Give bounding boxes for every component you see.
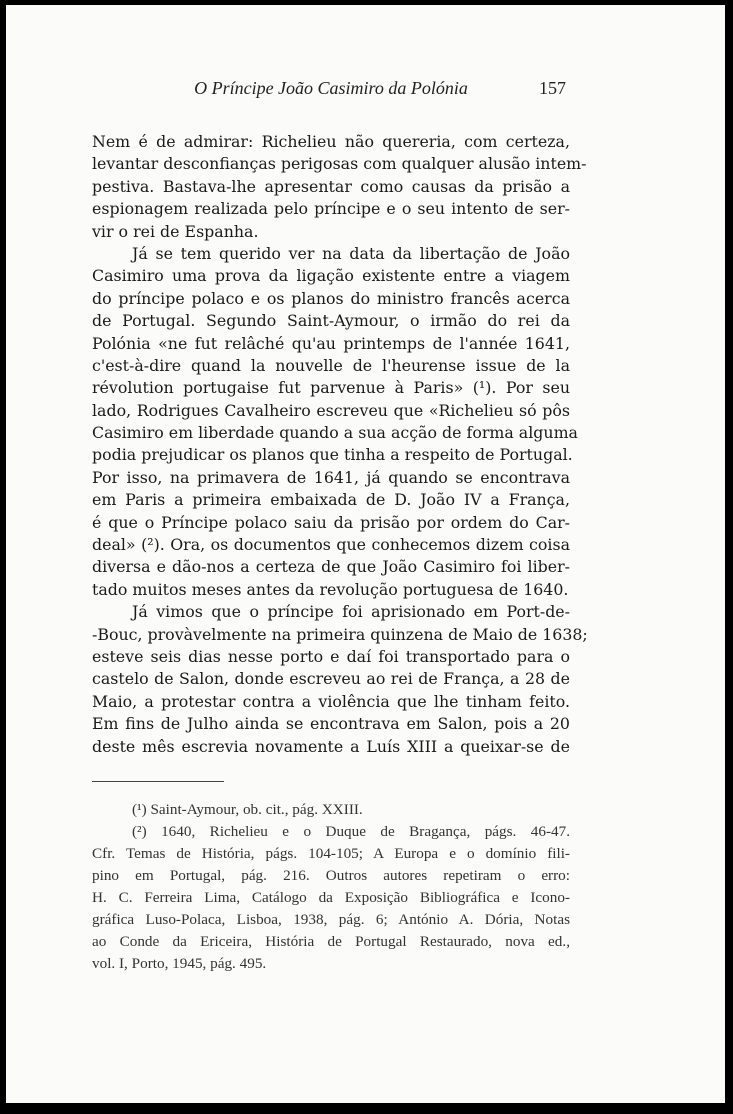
footnote-line: H. C. Ferreira Lima, Catálogo da Exposição Bibliográfica e Icono- — [92, 889, 570, 906]
body-line: Já vimos que o príncipe foi aprisionado em Port-de- — [132, 602, 570, 622]
body-line: Polónia «ne fut relâché qu'au printemps de l'année 1641, — [92, 333, 570, 353]
body-line: espionagem realizada pelo príncipe e o seu intento de ser- — [92, 199, 570, 219]
footnote-line: gráfica Luso-Polaca, Lisboa, 1938, pág. 6; António A. Dória, Notas — [92, 911, 570, 928]
footnote-line: (¹) Saint-Aymour, ob. cit., pág. XXIII. — [132, 801, 363, 818]
body-line: do príncipe polaco e os planos do ministro francês acerca — [92, 288, 570, 308]
body-line: c'est-à-dire quand la nouvelle de l'heurense issue de la — [92, 355, 570, 375]
running-title: O Príncipe João Casimiro da Polónia — [194, 78, 468, 98]
body-line: tado muitos meses antes da revolução portuguesa de 1640. — [92, 579, 569, 599]
body-line: esteve seis dias nesse porto e daí foi transportado para o — [92, 646, 570, 666]
footnote-line: ao Conde da Ericeira, História de Portugal Restaurado, nova ed., — [92, 933, 570, 950]
body-line: vir o rei de Espanha. — [92, 221, 259, 241]
body-line: levantar desconfianças perigosas com qualquer alusão intem- — [92, 154, 587, 174]
body-line: em Paris a primeira embaixada de D. João IV a França, — [92, 490, 570, 510]
body-line: Por isso, na primavera de 1641, já quando se encontrava — [92, 467, 570, 487]
body-line: Já se tem querido ver na data da libertação de João — [132, 243, 570, 263]
page-header — [92, 78, 570, 102]
body-line: révolution portugaise fut parvenue à Paris» (¹). Por seu — [92, 378, 570, 398]
body-line: diversa e dão-nos a certeza de que João Casimiro foi liber- — [92, 557, 570, 577]
body-line: deal» (²). Ora, os documentos que conhecemos dizem coisa — [92, 535, 570, 555]
body-text — [92, 131, 588, 758]
footnote-line: (²) 1640, Richelieu e o Duque de Bragança, págs. 46-47. — [132, 823, 570, 840]
body-line: castelo de Salon, donde escreveu ao rei de França, a 28 de — [92, 669, 570, 689]
footnote-line: Cfr. Temas de História, págs. 104-105; A Europa e o domínio fili- — [92, 845, 570, 862]
body-line: Casimiro em liberdade quando a sua acção de forma alguma — [92, 423, 578, 443]
footnote-line: vol. I, Porto, 1945, pág. 495. — [92, 955, 267, 972]
footnote-separator — [92, 781, 224, 782]
body-line: deste mês escrevia novamente a Luís XIII a queixar-se de — [92, 736, 570, 756]
body-line: Maio, a protestar contra a violência que lhe tinham feito. — [92, 691, 570, 711]
body-line: Em fins de Julho ainda se encontrava em Salon, pois a 20 — [92, 714, 570, 734]
body-line: lado, Rodrigues Cavalheiro escreveu que «Richelieu só pôs — [92, 400, 570, 420]
body-line: Casimiro uma prova da ligação existente entre a viagem — [92, 266, 570, 286]
body-line: -Bouc, provàvelmente na primeira quinzena de Maio de 1638; — [92, 624, 588, 644]
page-number: 157 — [539, 78, 566, 98]
body-line: pestiva. Bastava-lhe apresentar como causas da prisão a — [92, 176, 570, 196]
body-line: de Portugal. Segundo Saint-Aymour, o irmão do rei da — [92, 311, 570, 331]
body-line: é que o Príncipe polaco saiu da prisão por ordem do Car- — [92, 512, 570, 532]
footnote-line: pino em Portugal, pág. 216. Outros autores repetiram o erro: — [92, 867, 570, 884]
body-line: podia prejudicar os planos que tinha a respeito de Portugal. — [92, 445, 573, 465]
footnotes — [92, 799, 570, 975]
body-line: Nem é de admirar: Richelieu não quereria, com certeza, — [92, 132, 570, 151]
